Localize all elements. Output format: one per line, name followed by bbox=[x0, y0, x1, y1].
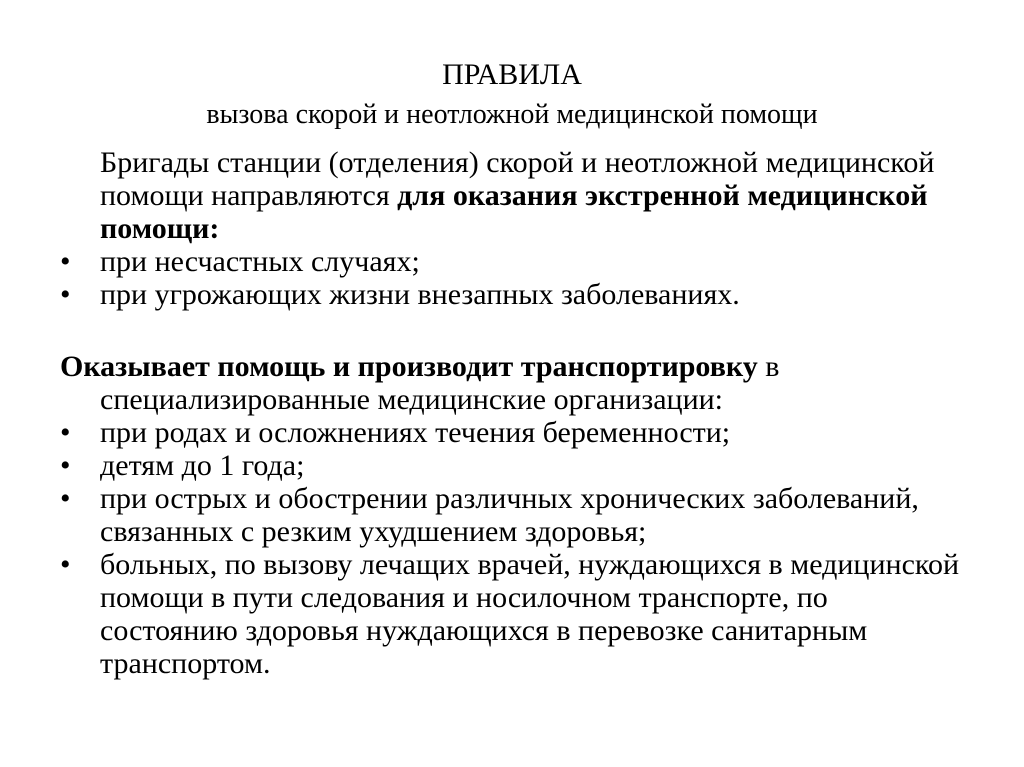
bullet-icon: • bbox=[60, 482, 71, 515]
intro-section bbox=[60, 146, 960, 680]
list-item-text: при несчастных случаях; bbox=[100, 245, 420, 278]
transport-paragraph bbox=[60, 350, 960, 416]
list-item-text: при родах и осложнениях течения беременности; bbox=[100, 416, 731, 449]
transport-text: в специализированные медицинские организации: bbox=[100, 350, 780, 416]
list-item bbox=[60, 245, 960, 278]
list-item-text: при угрожающих жизни внезапных заболеваниях. bbox=[100, 278, 740, 311]
page-title: ПРАВИЛА bbox=[442, 58, 582, 91]
list-item bbox=[60, 482, 960, 548]
list-item-text: детям до 1 года; bbox=[100, 449, 305, 482]
page-subtitle: вызова скорой и неотложной медицинской помощи bbox=[206, 99, 818, 130]
intro-text: Бригады станции (отделения) скорой и неотложной медицинской помощи направляются bbox=[100, 146, 935, 212]
list-item bbox=[60, 416, 960, 449]
intro-paragraph bbox=[60, 146, 960, 245]
bullet-icon: • bbox=[60, 278, 71, 311]
bullet-icon: • bbox=[60, 245, 71, 278]
bullet-icon: • bbox=[60, 449, 71, 482]
list-item-text: больных, по вызову лечащих врачей, нуждающихся в медицинской помощи в пути следования и носилочном транспорте, по состоянию здоровья нуждающихся в перевозке санитарным транспортом. bbox=[100, 548, 960, 680]
transport-bold-text: Оказывает помощь и производит транспортировку bbox=[60, 350, 758, 383]
list-item bbox=[60, 449, 960, 482]
list-item-text: при острых и обострении различных хронических заболеваний, связанных с резким ухудшением здоровья; bbox=[100, 482, 919, 548]
list-item bbox=[60, 278, 960, 311]
list-item bbox=[60, 548, 960, 680]
bullet-icon: • bbox=[60, 416, 71, 449]
intro-bold-text: для оказания экстренной медицинской помощи: bbox=[100, 179, 928, 245]
bullet-icon: • bbox=[60, 548, 71, 581]
